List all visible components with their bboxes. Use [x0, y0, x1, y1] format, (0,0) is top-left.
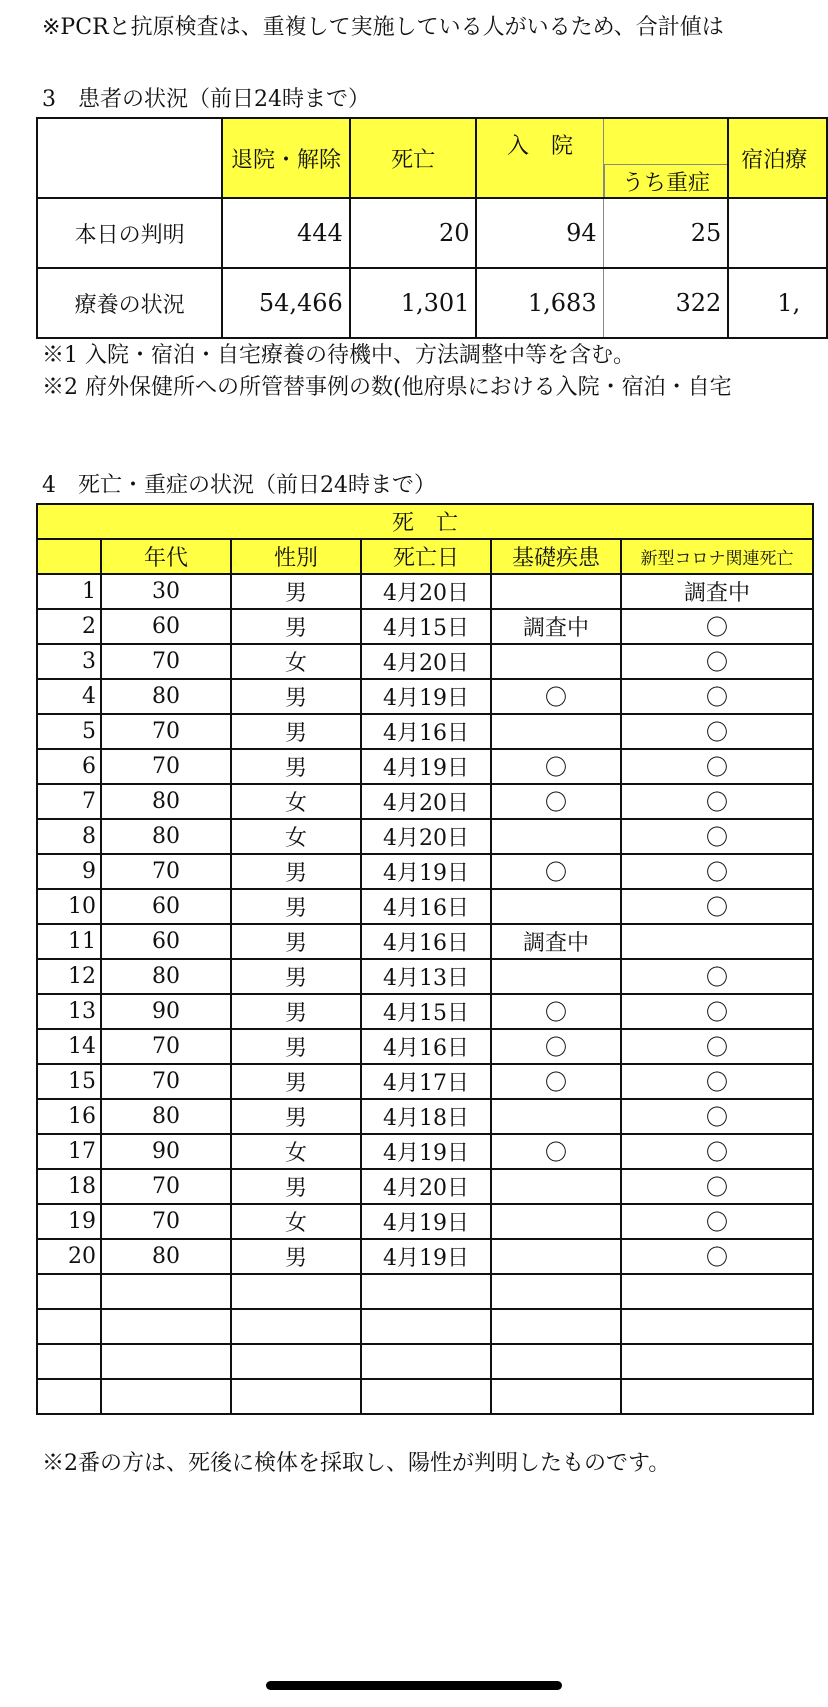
cell-covid-related: 〇 — [621, 819, 813, 854]
header-underlying-disease: 基礎疾患 — [491, 539, 621, 574]
cell-underlying-disease — [491, 714, 621, 749]
cell-discharged: 54,466 — [222, 268, 350, 338]
cell-hotel: 1, — [728, 268, 827, 338]
cell-age: 70 — [101, 854, 231, 889]
deaths-footnote: ※2番の方は、死後に検体を採取し、陽性が判明したものです。 — [42, 1451, 671, 1476]
cell-covid-related: 〇 — [621, 1064, 813, 1099]
cell-sex: 女 — [231, 1204, 361, 1239]
cell-death-date — [361, 1309, 491, 1344]
cell-age: 70 — [101, 1204, 231, 1239]
cell-death-date: 4月16日 — [361, 714, 491, 749]
row-label: 療養の状況 — [37, 268, 222, 338]
cell-underlying-disease — [491, 819, 621, 854]
header-discharged: 退院・解除 — [222, 118, 350, 198]
cell-underlying-disease — [491, 1204, 621, 1239]
table-row — [37, 1239, 813, 1274]
table-row — [37, 784, 813, 819]
row-number: 5 — [37, 714, 101, 749]
cell-death-date: 4月20日 — [361, 574, 491, 609]
header-death: 死亡 — [350, 118, 477, 198]
row-number: 20 — [37, 1239, 101, 1274]
deaths-table-title: 死 亡 — [37, 504, 813, 539]
cell-underlying-disease — [491, 574, 621, 609]
cell-severe: 25 — [603, 198, 728, 268]
row-number: 6 — [37, 749, 101, 784]
cell-underlying-disease: 〇 — [491, 1134, 621, 1169]
cell-sex: 男 — [231, 854, 361, 889]
cell-age: 70 — [101, 1029, 231, 1064]
cell-age: 70 — [101, 644, 231, 679]
table-row — [37, 924, 813, 959]
cell-underlying-disease — [491, 1274, 621, 1309]
cell-age — [101, 1379, 231, 1414]
cell-hospitalized: 1,683 — [476, 268, 603, 338]
table-row — [37, 1029, 813, 1064]
cell-covid-related: 〇 — [621, 994, 813, 1029]
cell-underlying-disease: 〇 — [491, 679, 621, 714]
cell-severe: 322 — [603, 268, 728, 338]
header-hospitalized-label: 入 院 — [507, 134, 574, 159]
top-note: ※PCRと抗原検査は、重複して実施している人がいるため、合計値は — [42, 15, 724, 40]
cell-covid-related: 〇 — [621, 889, 813, 924]
table-row — [37, 1379, 813, 1414]
cell-underlying-disease: 調査中 — [491, 609, 621, 644]
cell-sex: 男 — [231, 1239, 361, 1274]
cell-age: 80 — [101, 819, 231, 854]
row-number: 15 — [37, 1064, 101, 1099]
table-row — [37, 714, 813, 749]
cell-covid-related: 〇 — [621, 1169, 813, 1204]
row-number — [37, 1344, 101, 1379]
cell-death-date: 4月16日 — [361, 924, 491, 959]
cell-sex: 男 — [231, 609, 361, 644]
cell-sex — [231, 1274, 361, 1309]
header-severe-cell — [603, 118, 728, 198]
cell-covid-related: 〇 — [621, 609, 813, 644]
row-number: 17 — [37, 1134, 101, 1169]
header-index — [37, 539, 101, 574]
cell-sex: 男 — [231, 749, 361, 784]
cell-death-date: 4月16日 — [361, 1029, 491, 1064]
cell-death-date: 4月20日 — [361, 644, 491, 679]
cell-sex — [231, 1309, 361, 1344]
cell-death-date: 4月20日 — [361, 819, 491, 854]
cell-covid-related: 〇 — [621, 714, 813, 749]
cell-covid-related: 〇 — [621, 959, 813, 994]
header-hotel-label: 宿泊療 — [741, 147, 808, 173]
note-1: ※1 入院・宿泊・自宅療養の待機中、方法調整中等を含む。 — [42, 343, 635, 368]
cell-death-date: 4月18日 — [361, 1099, 491, 1134]
cell-age: 90 — [101, 994, 231, 1029]
header-severe: うち重症 — [604, 164, 728, 197]
cell-underlying-disease: 〇 — [491, 749, 621, 784]
row-number: 1 — [37, 574, 101, 609]
row-number — [37, 1309, 101, 1344]
cell-age — [101, 1274, 231, 1309]
table-row — [37, 1344, 813, 1379]
cell-age: 60 — [101, 609, 231, 644]
cell-sex: 男 — [231, 574, 361, 609]
cell-age: 30 — [101, 574, 231, 609]
cell-covid-related — [621, 1344, 813, 1379]
row-number: 12 — [37, 959, 101, 994]
row-label: 本日の判明 — [37, 198, 222, 268]
cell-death: 1,301 — [350, 268, 477, 338]
row-number — [37, 1379, 101, 1414]
cell-death-date: 4月19日 — [361, 1134, 491, 1169]
row-number: 3 — [37, 644, 101, 679]
cell-death-date — [361, 1379, 491, 1414]
row-number: 8 — [37, 819, 101, 854]
cell-covid-related: 〇 — [621, 749, 813, 784]
cell-sex: 男 — [231, 679, 361, 714]
cell-age: 80 — [101, 1239, 231, 1274]
deaths-table — [36, 503, 814, 1415]
note-2: ※2 府外保健所への所管替事例の数(他府県における入院・宿泊・自宅 — [42, 375, 732, 400]
cell-sex: 男 — [231, 994, 361, 1029]
cell-age: 60 — [101, 889, 231, 924]
cell-covid-related: 〇 — [621, 784, 813, 819]
cell-covid-related: 〇 — [621, 1099, 813, 1134]
cell-underlying-disease: 〇 — [491, 854, 621, 889]
cell-underlying-disease — [491, 1344, 621, 1379]
cell-death-date: 4月19日 — [361, 1239, 491, 1274]
cell-covid-related — [621, 1309, 813, 1344]
table-row — [37, 994, 813, 1029]
row-number: 11 — [37, 924, 101, 959]
cell-sex: 男 — [231, 714, 361, 749]
cell-sex: 女 — [231, 784, 361, 819]
table-row — [37, 889, 813, 924]
table-row — [37, 1134, 813, 1169]
cell-age: 90 — [101, 1134, 231, 1169]
row-number — [37, 1274, 101, 1309]
cell-death-date: 4月19日 — [361, 854, 491, 889]
cell-hospitalized: 94 — [476, 198, 603, 268]
row-number: 16 — [37, 1099, 101, 1134]
row-number: 10 — [37, 889, 101, 924]
row-number: 19 — [37, 1204, 101, 1239]
status-header-corner — [37, 118, 222, 198]
row-number: 18 — [37, 1169, 101, 1204]
cell-hotel — [728, 198, 827, 268]
table-row — [37, 1099, 813, 1134]
cell-covid-related: 〇 — [621, 1204, 813, 1239]
cell-covid-related — [621, 924, 813, 959]
cell-covid-related — [621, 1379, 813, 1414]
cell-underlying-disease — [491, 1379, 621, 1414]
home-indicator — [266, 1681, 562, 1690]
cell-sex: 男 — [231, 1064, 361, 1099]
header-covid-related: 新型コロナ関連死亡 — [621, 539, 813, 574]
header-hotel — [728, 118, 827, 198]
row-number: 2 — [37, 609, 101, 644]
row-number: 4 — [37, 679, 101, 714]
cell-death-date: 4月20日 — [361, 784, 491, 819]
cell-covid-related — [621, 1274, 813, 1309]
table-row — [37, 574, 813, 609]
cell-age — [101, 1344, 231, 1379]
cell-covid-related: 〇 — [621, 1134, 813, 1169]
status-row — [37, 198, 827, 268]
cell-underlying-disease: 〇 — [491, 994, 621, 1029]
table-row — [37, 679, 813, 714]
cell-death-date: 4月19日 — [361, 679, 491, 714]
cell-death-date: 4月15日 — [361, 609, 491, 644]
cell-underlying-disease — [491, 1239, 621, 1274]
cell-sex: 女 — [231, 819, 361, 854]
cell-death-date: 4月20日 — [361, 1169, 491, 1204]
cell-underlying-disease: 調査中 — [491, 924, 621, 959]
cell-covid-related: 調査中 — [621, 574, 813, 609]
cell-sex: 男 — [231, 889, 361, 924]
cell-death-date — [361, 1274, 491, 1309]
table-row — [37, 959, 813, 994]
cell-underlying-disease — [491, 1309, 621, 1344]
header-hospitalized — [476, 118, 603, 198]
cell-age: 70 — [101, 1169, 231, 1204]
cell-age: 80 — [101, 1099, 231, 1134]
cell-sex — [231, 1344, 361, 1379]
cell-covid-related: 〇 — [621, 679, 813, 714]
cell-sex: 男 — [231, 1029, 361, 1064]
cell-sex: 男 — [231, 1169, 361, 1204]
table-row — [37, 1274, 813, 1309]
cell-underlying-disease — [491, 959, 621, 994]
cell-discharged: 444 — [222, 198, 350, 268]
cell-death-date: 4月16日 — [361, 889, 491, 924]
cell-underlying-disease — [491, 1099, 621, 1134]
row-number: 7 — [37, 784, 101, 819]
table-row — [37, 819, 813, 854]
cell-age: 70 — [101, 714, 231, 749]
row-number: 9 — [37, 854, 101, 889]
cell-underlying-disease: 〇 — [491, 1029, 621, 1064]
row-number: 13 — [37, 994, 101, 1029]
table-row — [37, 1309, 813, 1344]
status-row — [37, 268, 827, 338]
cell-underlying-disease — [491, 644, 621, 679]
cell-sex — [231, 1379, 361, 1414]
cell-death-date: 4月19日 — [361, 749, 491, 784]
cell-covid-related: 〇 — [621, 1029, 813, 1064]
table-row — [37, 1204, 813, 1239]
cell-death: 20 — [350, 198, 477, 268]
cell-age: 80 — [101, 959, 231, 994]
patient-status-table — [36, 117, 828, 339]
cell-age: 60 — [101, 924, 231, 959]
cell-death-date: 4月17日 — [361, 1064, 491, 1099]
cell-age: 80 — [101, 784, 231, 819]
table-row — [37, 749, 813, 784]
header-death-date: 死亡日 — [361, 539, 491, 574]
cell-death-date: 4月19日 — [361, 1204, 491, 1239]
cell-age: 70 — [101, 1064, 231, 1099]
cell-age — [101, 1309, 231, 1344]
header-sex: 性別 — [231, 539, 361, 574]
cell-sex: 男 — [231, 924, 361, 959]
cell-underlying-disease — [491, 1169, 621, 1204]
cell-underlying-disease: 〇 — [491, 784, 621, 819]
header-age: 年代 — [101, 539, 231, 574]
table-row — [37, 854, 813, 889]
cell-sex: 男 — [231, 1099, 361, 1134]
section-3-title: 3 患者の状況（前日24時まで） — [42, 87, 370, 112]
cell-sex: 男 — [231, 959, 361, 994]
table-row — [37, 644, 813, 679]
cell-death-date — [361, 1344, 491, 1379]
cell-death-date: 4月13日 — [361, 959, 491, 994]
section-4-title: 4 死亡・重症の状況（前日24時まで） — [42, 473, 436, 498]
cell-sex: 女 — [231, 644, 361, 679]
cell-covid-related: 〇 — [621, 1239, 813, 1274]
cell-underlying-disease — [491, 889, 621, 924]
cell-covid-related: 〇 — [621, 854, 813, 889]
cell-sex: 女 — [231, 1134, 361, 1169]
table-row — [37, 1169, 813, 1204]
row-number: 14 — [37, 1029, 101, 1064]
cell-age: 80 — [101, 679, 231, 714]
cell-covid-related: 〇 — [621, 644, 813, 679]
table-row — [37, 609, 813, 644]
table-row — [37, 1064, 813, 1099]
cell-underlying-disease: 〇 — [491, 1064, 621, 1099]
cell-age: 70 — [101, 749, 231, 784]
cell-death-date: 4月15日 — [361, 994, 491, 1029]
